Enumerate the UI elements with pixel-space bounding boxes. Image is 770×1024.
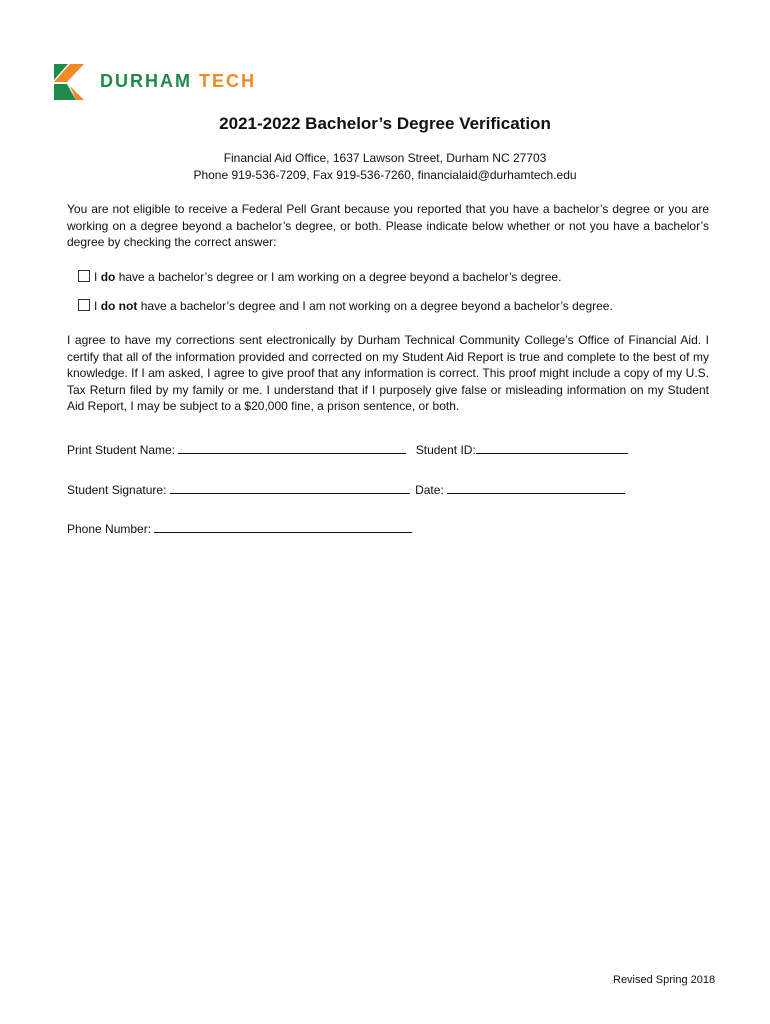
date-label: Date:: [415, 483, 444, 497]
durham-tech-logo: [54, 64, 294, 104]
phone-row: [67, 521, 412, 536]
certification-statement: I agree to have my corrections sent electronically by Durham Technical Community College’s Office of Financial Aid. I certify that all of the information provided and corrected on my Student Aid Report is true and complete to the best of my knowledge. If I am asked, I agree to give proof that any information is correct. This proof might include a copy of my U.S. Tax Return filed by my family or me. I understand that if I purposely give false or misleading information on my Student Aid Report, I may be subject to a $20,000 fine, a prison sentence, or both.: [67, 333, 709, 413]
date-field[interactable]: [447, 482, 625, 494]
signature-field[interactable]: [170, 482, 410, 494]
option-no-degree[interactable]: [78, 299, 613, 313]
student-name-label: Print Student Name:: [67, 443, 176, 457]
form-title: 2021-2022 Bachelor’s Degree Verification: [219, 114, 551, 133]
student-name-row: [67, 442, 628, 457]
checkbox-no-degree[interactable]: [78, 299, 90, 311]
student-id-label: Student ID:: [415, 443, 476, 457]
logo-wordmark: [100, 71, 256, 92]
option-text: have a bachelor’s degree or I am working on a degree beyond a bachelor’s degree.: [118, 270, 562, 284]
student-id-field[interactable]: [476, 442, 628, 454]
durham-tech-logo-mark: [54, 64, 90, 100]
option-emphasis: do: [100, 270, 116, 284]
option-emphasis: do not: [100, 299, 138, 313]
logo-word-tech: TECH: [199, 71, 257, 91]
phone-field[interactable]: [154, 521, 412, 533]
option-prefix: I: [94, 299, 98, 313]
phone-label: Phone Number:: [67, 522, 152, 536]
option-text: have a bachelor’s degree and I am not working on a degree beyond a bachelor’s degree.: [140, 299, 613, 313]
student-name-field[interactable]: [178, 442, 406, 454]
checkbox-have-degree[interactable]: [78, 270, 90, 282]
option-have-degree[interactable]: [78, 270, 561, 284]
signature-label: Student Signature:: [67, 483, 167, 497]
signature-row: [67, 482, 625, 497]
eligibility-intro: You are not eligible to receive a Federal Pell Grant because you reported that you have a bachelor’s degree or you are working on a degree beyond a bachelor’s degree, or both. Please indicate below whether or not you have a bachelor’s degree by checking the correct answer:: [67, 202, 709, 249]
office-contact: Phone 919-536-7209, Fax 919-536-7260, financialaid@durhamtech.edu: [193, 168, 577, 182]
revision-note: Revised Spring 2018: [613, 974, 716, 986]
office-address: Financial Aid Office, 1637 Lawson Street, Durham NC 27703: [223, 151, 547, 165]
logo-word-durham: DURHAM: [100, 71, 192, 91]
option-prefix: I: [94, 270, 98, 284]
